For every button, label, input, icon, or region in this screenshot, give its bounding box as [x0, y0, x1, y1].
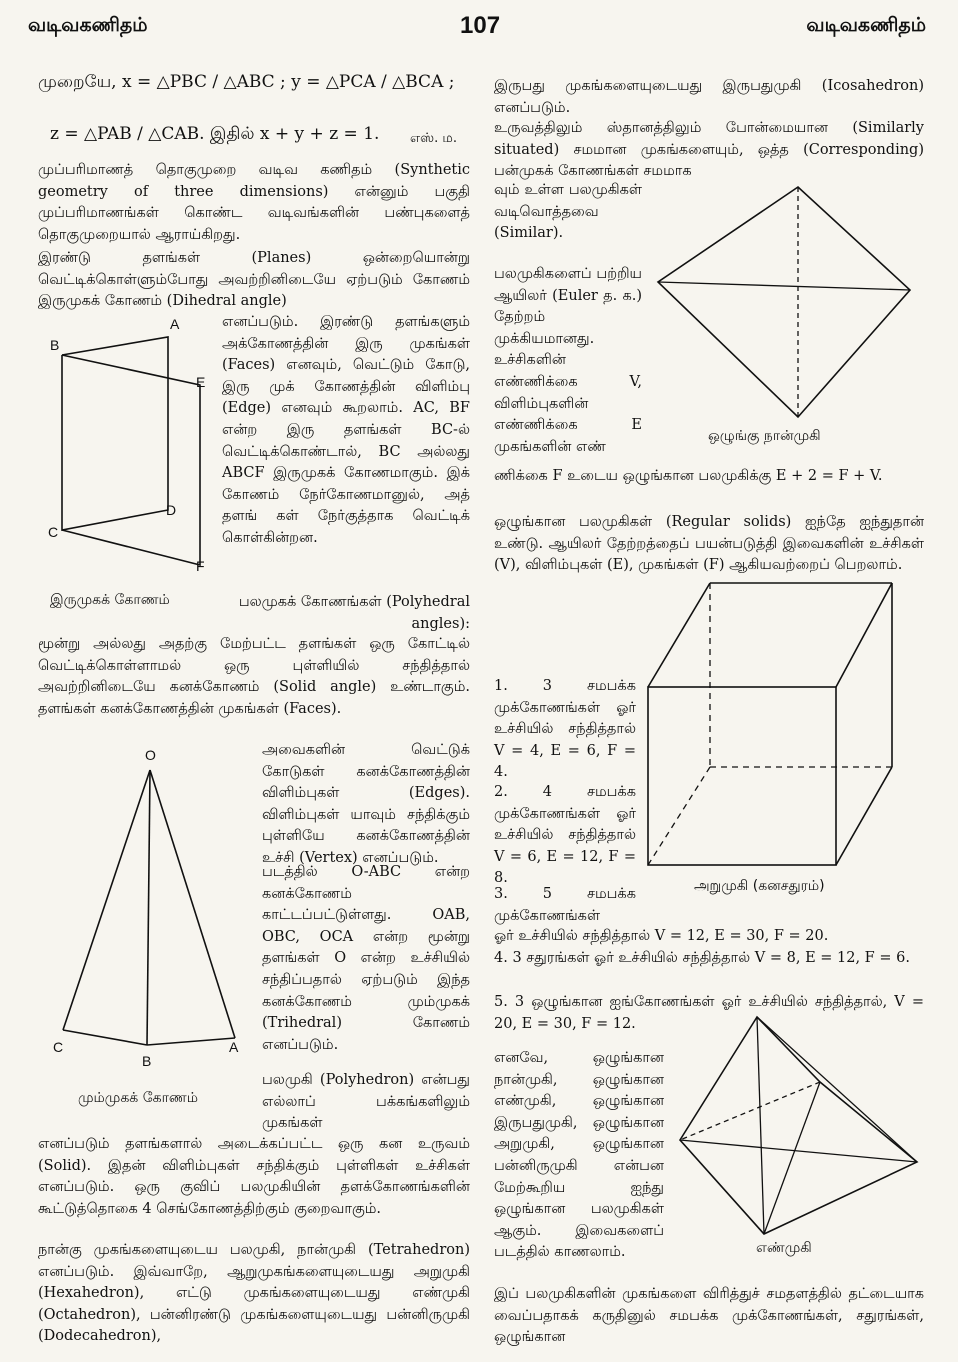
- para-euler-formula: ணிக்கை F உடைய ஒழுங்கான பலமுகிக்கு E + 2 = F + V.: [494, 468, 883, 484]
- para-trihedral: படத்தில் O-ABC என்ற கனக்கோணம் காட்டப்பட்டுள்ளது. OAB, OBC, OCA என்ற மூன்று தளங்கள் O என்ற உச்சியில் சந்திப்பதால் ஏற்படும் இந்த கனக்கோணம் மும்முகக் (Trihedral) கோணம் எனப்படும்.: [262, 864, 470, 1053]
- dihedral-angle-figure: [40, 315, 215, 575]
- caption-tetrahedron: ஒழுங்கு நான்முகி: [708, 428, 821, 444]
- item-regular-3a: 3. 5 சமபக்க முக்கோணங்கள்: [494, 886, 636, 924]
- caption-octahedron: எண்முகி: [756, 1240, 812, 1256]
- para-synthetic-geometry: முப்பரிமாணத் தொகுமுறை வடிவ கணிதம் (Synthetic geometry of three dimensions) என்னும் பகுதி முப்பரிமாணங்கள் கொண்ட வடிவங்களின் பண்புகளைத் தொகுமுறையால் ஆராய்கிறது.: [38, 162, 470, 243]
- para-five-solids: எனவே, ஒழுங்கான நான்முகி, ஒழுங்கான எண்முகி, ஒழுங்கான இருபதுமுகி, ஒழுங்கான அறுமுகி, ஒழுங்கான பன்னிருமுகி என்பன மேற்கூறிய ஐந்து ஒழுங்கான பலமுகிகள் ஆகும். இவைகளைப் படத்தில் காணலாம்.: [494, 1050, 664, 1261]
- page-number: 107: [460, 12, 501, 39]
- label-O: O: [145, 747, 156, 763]
- para-regular-solids: ஒழுங்கான பலமுகிகள் (Regular solids) ஐந்தே ஐந்துதான் உண்டு. ஆயிலர் தேற்றத்தைப் பயன்படுத்தி இவைகளின் உச்சிகள் (V), விளிம்புகள் (E), முகங்கள் (F) ஆகியவற்றைப் பெறலாம்.: [494, 514, 924, 574]
- label-B-2: B: [142, 1053, 152, 1069]
- para-polyhedron-def: பலமுகி (Polyhedron) என்பது எல்லாப் பக்கங்களிலும் முகங்கள்: [262, 1072, 470, 1132]
- para-dihedral-intro: இரண்டு தளங்கள் (Planes) ஒன்றையொன்று வெட்டிக்கொள்ளும்போது அவற்றினிடையே ஏற்படும் கோணம் இருமுகக் கோணம் (Dihedral angle): [38, 250, 470, 310]
- label-E: E: [196, 374, 206, 390]
- label-D: D: [166, 502, 177, 518]
- para-icosahedron: இருபது முகங்களையுடையது இருபதுமுகி (Icosahedron) எனப்படும்.: [494, 78, 924, 116]
- trihedral-angle-figure: [45, 740, 255, 1080]
- label-C: C: [48, 524, 59, 540]
- label-A-2: A: [229, 1039, 239, 1055]
- formula-z: z = △PAB / △CAB. இதில் x + y + z = 1.: [50, 124, 380, 144]
- item-regular-2: 2. 4 சமபக்க முக்கோணங்கள் ஓர் உச்சியில் சந்தித்தால் V = 6, E = 12, F = 8.: [494, 784, 636, 887]
- label-C-2: C: [53, 1039, 64, 1055]
- para-similar: உருவத்திலும் ஸ்தானத்திலும் போன்மையான (Similarly situated) சமமான முகங்களையும், ஒத்த (Corresponding) பன்முகக் கோணங்கள் சமமாக: [494, 120, 924, 180]
- label-A: A: [170, 316, 180, 332]
- label-B: B: [50, 337, 60, 353]
- para-euler: பலமுகிகளைப் பற்றிய ஆயிலர் (Euler த. க.) தேற்றம் முக்கியமானது. உச்சிகளின் எண்ணிக்கை V, விளிம்புகளின் எண்ணிக்கை E முகங்களின் எண்: [494, 266, 642, 455]
- para-polyhedral-angles: மூன்று அல்லது அதற்கு மேற்பட்ட தளங்கள் ஒரு கோட்டில் வெட்டிக்கொள்ளாமல் ஒரு புள்ளியில் சந்தித்தால் அவற்றினிடையே கனக்கோணம் (Solid angle) உண்டாகும். தளங்கள் கனக்கோணத்தின் முகங்கள் (Faces).: [38, 636, 470, 717]
- para-polyhedron-body: எனப்படும் தளங்களால் அடைக்கப்பட்ட ஒரு கன உருவம் (Solid). இதன் விளிம்புகள் சந்திக்கும் புள்ளிகள் உச்சிகள் எனப்படும். ஒரு குவிப் பலமுகியின் தளக்கோணங்களின் கூட்டுத்தொகை 4 செங்கோணத்திற்கும் குறைவாகும்.: [38, 1136, 470, 1217]
- caption-cube: அறுமுகி (கனசதுரம்): [694, 878, 825, 894]
- para-polyhedral-angles-head: பலமுகக் கோணங்கள் (Polyhedral angles):: [238, 594, 470, 632]
- running-head-left: வடிவகணிதம்: [28, 14, 148, 36]
- item-regular-1: 1. 3 சமபக்க முக்கோணங்கள் ஓர் உச்சியில் சந்தித்தால் V = 4, E = 6, F = 4.: [494, 678, 636, 781]
- regular-tetrahedron-figure: [648, 182, 918, 422]
- para-dihedral-body: எனப்படும். இரண்டு தளங்களும் அக்கோணத்தின் இரு முகங்கள் (Faces) எனவும், வெட்டும் கோடு, இரு முக் கோணத்தின் விளிம்பு (Edge) எனவும் கூறலாம். AC, BF என்ற இரு தளங்கள் BC-ல் வெட்டிக்கொண்டால், BC அல்லது ABCF இருமுகக் கோணமாகும். இக் கோணம் நேர்கோணமானுல், அத் தளங் கள் நேர்குத்தாக வெட்டிக் கொள்கின்றன.: [222, 314, 470, 546]
- para-similar-end: வும் உள்ள பலமுகிகள் வடிவொத்தவை (Similar).: [494, 182, 642, 242]
- item-regular-4: 4. 3 சதுரங்கள் ஓர் உச்சியில் சந்தித்தால் V = 8, E = 12, F = 6.: [494, 950, 910, 966]
- item-regular-5: 5. 3 ஒழுங்கான ஐங்கோணங்கள் ஓர் உச்சியில் சந்தித்தால், V = 20, E = 30, F = 12.: [494, 994, 924, 1032]
- formula-author: எஸ். ம.: [410, 131, 457, 146]
- caption-dihedral: இருமுகக் கோணம்: [50, 592, 170, 608]
- item-regular-3b: ஓர் உச்சியில் சந்தித்தால் V = 12, E = 30, F = 20.: [494, 928, 829, 944]
- octahedron-figure: [672, 1012, 927, 1237]
- label-F: F: [196, 558, 205, 574]
- para-polyhedron-names: நான்கு முகங்களையுடைய பலமுகி, நான்முகி (Tetrahedron) எனப்படும். இவ்வாறே, ஆறுமுகங்களையுடையது அறுமுகி (Hexahedron), எட்டு முகங்களையுடையது எண்முகி (Octahedron), பன்னிரண்டு முகங்களையுடையது பன்னிருமுகி (Dodecahedron),: [38, 1242, 470, 1345]
- para-polyhedral-edges: அவைகளின் வெட்டுக் கோடுகள் கனக்கோணத்தின் விளிம்புகள் (Edges). விளிம்புகள் யாவும் சந்திக்கும் புள்ளியே கனக்கோணத்தின் உச்சி (Vertex) எனப்படும்.: [262, 742, 470, 866]
- caption-trihedral: மும்முகக் கோணம்: [78, 1090, 199, 1106]
- para-nets: இப் பலமுகிகளின் முகங்களை விரித்துச் சமதளத்தில் தட்டையாக வைப்பதாகக் கருதினுல் சமபக்க முக்கோணங்கள், சதுரங்கள், ஒழுங்கான: [494, 1286, 924, 1346]
- cube-figure: [640, 575, 930, 875]
- formula-xy: முறையே, x = △PBC / △ABC ; y = △PCA / △BCA ;: [38, 72, 455, 92]
- running-head-right: வடிவகணிதம்: [806, 14, 926, 36]
